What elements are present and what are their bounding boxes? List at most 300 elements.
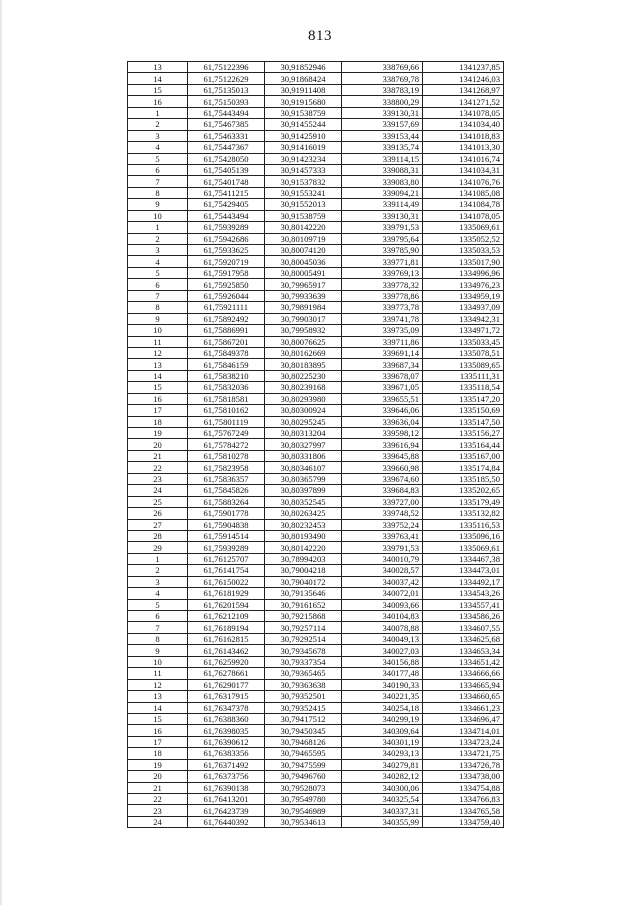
coord-y-cell: 1341034,40 — [423, 119, 504, 130]
point-number-cell: 18 — [128, 748, 188, 759]
point-number-cell: 26 — [128, 508, 188, 519]
point-number-cell: 8 — [128, 302, 188, 313]
point-number-cell: 2 — [128, 565, 188, 576]
point-number-cell: 13 — [128, 62, 188, 73]
latitude-cell: 61,76390138 — [188, 782, 265, 793]
point-number-cell: 15 — [128, 84, 188, 95]
longitude-cell: 30,79161652 — [265, 599, 342, 610]
coord-y-cell: 1334625,68 — [423, 633, 504, 644]
coord-y-cell: 1334557,41 — [423, 599, 504, 610]
point-number-cell: 1 — [128, 553, 188, 564]
coord-x-cell: 340221,35 — [342, 691, 423, 702]
longitude-cell: 30,79475599 — [265, 759, 342, 770]
table-row — [128, 599, 504, 610]
table-row — [128, 771, 504, 782]
coord-x-cell: 339645,88 — [342, 450, 423, 461]
coord-x-cell: 340325,54 — [342, 794, 423, 805]
coord-x-cell: 340355,99 — [342, 816, 423, 827]
coord-y-cell: 1334971,72 — [423, 325, 504, 336]
table-row — [128, 622, 504, 633]
longitude-cell: 30,91911408 — [265, 84, 342, 95]
longitude-cell: 30,91455244 — [265, 119, 342, 130]
longitude-cell: 30,79891984 — [265, 302, 342, 313]
coord-y-cell: 1341076,76 — [423, 176, 504, 187]
table-row — [128, 267, 504, 278]
latitude-cell: 61,75443494 — [188, 107, 265, 118]
coord-x-cell: 339646,06 — [342, 405, 423, 416]
latitude-cell: 61,76212109 — [188, 611, 265, 622]
table-row — [128, 462, 504, 473]
coord-x-cell: 340028,57 — [342, 565, 423, 576]
point-number-cell: 17 — [128, 405, 188, 416]
coord-x-cell: 339616,94 — [342, 439, 423, 450]
table-row — [128, 805, 504, 816]
latitude-cell: 61,75846159 — [188, 359, 265, 370]
latitude-cell: 61,76398035 — [188, 725, 265, 736]
table-row — [128, 142, 504, 153]
coord-y-cell: 1341034,31 — [423, 164, 504, 175]
table-row — [128, 290, 504, 301]
coord-y-cell: 1334696,47 — [423, 713, 504, 724]
coord-y-cell: 1341237,85 — [423, 62, 504, 73]
latitude-cell: 61,75926044 — [188, 290, 265, 301]
longitude-cell: 30,79363638 — [265, 679, 342, 690]
latitude-cell: 61,75801119 — [188, 416, 265, 427]
latitude-cell: 61,76189194 — [188, 622, 265, 633]
table-row — [128, 679, 504, 690]
coord-x-cell: 340037,42 — [342, 576, 423, 587]
latitude-cell: 61,76423739 — [188, 805, 265, 816]
longitude-cell: 30,80352545 — [265, 496, 342, 507]
table-row — [128, 736, 504, 747]
coord-x-cell: 340337,31 — [342, 805, 423, 816]
table-row — [128, 336, 504, 347]
coord-y-cell: 1335179,49 — [423, 496, 504, 507]
coord-x-cell: 339778,32 — [342, 279, 423, 290]
table-row — [128, 153, 504, 164]
point-number-cell: 11 — [128, 668, 188, 679]
latitude-cell: 61,76388360 — [188, 713, 265, 724]
latitude-cell: 61,75401748 — [188, 176, 265, 187]
point-number-cell: 13 — [128, 359, 188, 370]
coord-y-cell: 1334660,65 — [423, 691, 504, 702]
latitude-cell: 61,76390612 — [188, 736, 265, 747]
longitude-cell: 30,79534613 — [265, 816, 342, 827]
table-row — [128, 450, 504, 461]
coord-x-cell: 340293,13 — [342, 748, 423, 759]
longitude-cell: 30,91538759 — [265, 107, 342, 118]
longitude-cell: 30,79135646 — [265, 588, 342, 599]
longitude-cell: 30,80076625 — [265, 336, 342, 347]
latitude-cell: 61,76143462 — [188, 645, 265, 656]
latitude-cell: 61,75933625 — [188, 245, 265, 256]
coord-y-cell: 1334651,42 — [423, 656, 504, 667]
coord-x-cell: 339711,86 — [342, 336, 423, 347]
point-number-cell: 14 — [128, 370, 188, 381]
coord-y-cell: 1335052,52 — [423, 233, 504, 244]
latitude-cell: 61,75411215 — [188, 187, 265, 198]
table-row — [128, 325, 504, 336]
longitude-cell: 30,79468126 — [265, 736, 342, 747]
latitude-cell: 61,76259920 — [188, 656, 265, 667]
coord-x-cell: 340301,19 — [342, 736, 423, 747]
point-number-cell: 2 — [128, 119, 188, 130]
longitude-cell: 30,91537832 — [265, 176, 342, 187]
coord-x-cell: 340104,83 — [342, 611, 423, 622]
coord-y-cell: 1335150,69 — [423, 405, 504, 416]
scan-edge — [0, 0, 2, 905]
latitude-cell: 61,75942686 — [188, 233, 265, 244]
table-row — [128, 759, 504, 770]
longitude-cell: 30,80365799 — [265, 473, 342, 484]
coord-y-cell: 1334976,23 — [423, 279, 504, 290]
longitude-cell: 30,79352501 — [265, 691, 342, 702]
coord-x-cell: 339778,86 — [342, 290, 423, 301]
coord-y-cell: 1334937,09 — [423, 302, 504, 313]
coord-y-cell: 1334543,26 — [423, 588, 504, 599]
coord-x-cell: 339771,81 — [342, 256, 423, 267]
coord-x-cell: 339130,31 — [342, 107, 423, 118]
longitude-cell: 30,80074120 — [265, 245, 342, 256]
coord-y-cell: 1341018,83 — [423, 130, 504, 141]
table-row — [128, 416, 504, 427]
coord-y-cell: 1334738,00 — [423, 771, 504, 782]
point-number-cell: 1 — [128, 107, 188, 118]
latitude-cell: 61,75428050 — [188, 153, 265, 164]
point-number-cell: 1 — [128, 222, 188, 233]
coord-y-cell: 1334607,55 — [423, 622, 504, 633]
coord-x-cell: 339671,05 — [342, 382, 423, 393]
point-number-cell: 9 — [128, 199, 188, 210]
longitude-cell: 30,80232453 — [265, 519, 342, 530]
coord-x-cell: 340049,13 — [342, 633, 423, 644]
coord-y-cell: 1334665,94 — [423, 679, 504, 690]
longitude-cell: 30,79450345 — [265, 725, 342, 736]
point-number-cell: 20 — [128, 771, 188, 782]
coord-x-cell: 340254,18 — [342, 702, 423, 713]
latitude-cell: 61,75838210 — [188, 370, 265, 381]
coord-y-cell: 1335156,27 — [423, 428, 504, 439]
point-number-cell: 16 — [128, 96, 188, 107]
table-row — [128, 794, 504, 805]
latitude-cell: 61,75883264 — [188, 496, 265, 507]
coord-x-cell: 339674,60 — [342, 473, 423, 484]
latitude-cell: 61,75904838 — [188, 519, 265, 530]
point-number-cell: 23 — [128, 805, 188, 816]
coord-x-cell: 339114,15 — [342, 153, 423, 164]
point-number-cell: 25 — [128, 496, 188, 507]
latitude-cell: 61,76201594 — [188, 599, 265, 610]
latitude-cell: 61,76317915 — [188, 691, 265, 702]
point-number-cell: 2 — [128, 233, 188, 244]
coord-x-cell: 340027,03 — [342, 645, 423, 656]
latitude-cell: 61,75823958 — [188, 462, 265, 473]
latitude-cell: 61,75463331 — [188, 130, 265, 141]
table-row — [128, 382, 504, 393]
point-number-cell: 14 — [128, 702, 188, 713]
latitude-cell: 61,76413201 — [188, 794, 265, 805]
longitude-cell: 30,80225230 — [265, 370, 342, 381]
longitude-cell: 30,78994203 — [265, 553, 342, 564]
coord-y-cell: 1335111,31 — [423, 370, 504, 381]
point-number-cell: 5 — [128, 153, 188, 164]
coord-y-cell: 1334759,40 — [423, 816, 504, 827]
point-number-cell: 29 — [128, 542, 188, 553]
latitude-cell: 61,75832036 — [188, 382, 265, 393]
latitude-cell: 61,76383356 — [188, 748, 265, 759]
longitude-cell: 30,79337354 — [265, 656, 342, 667]
latitude-cell: 61,75122629 — [188, 73, 265, 84]
latitude-cell: 61,75939289 — [188, 542, 265, 553]
coord-x-cell: 339727,00 — [342, 496, 423, 507]
longitude-cell: 30,80331806 — [265, 450, 342, 461]
coord-x-cell: 340078,88 — [342, 622, 423, 633]
longitude-cell: 30,91553241 — [265, 187, 342, 198]
longitude-cell: 30,91425910 — [265, 130, 342, 141]
longitude-cell: 30,91538759 — [265, 210, 342, 221]
point-number-cell: 10 — [128, 656, 188, 667]
point-number-cell: 12 — [128, 679, 188, 690]
coord-y-cell: 1341271,52 — [423, 96, 504, 107]
table-row — [128, 279, 504, 290]
latitude-cell: 61,75122396 — [188, 62, 265, 73]
table-row — [128, 393, 504, 404]
point-number-cell: 12 — [128, 347, 188, 358]
point-number-cell: 5 — [128, 599, 188, 610]
longitude-cell: 30,80397899 — [265, 485, 342, 496]
longitude-cell: 30,80263425 — [265, 508, 342, 519]
latitude-cell: 61,76347378 — [188, 702, 265, 713]
longitude-cell: 30,79528073 — [265, 782, 342, 793]
table-row — [128, 302, 504, 313]
coord-x-cell: 339114,49 — [342, 199, 423, 210]
table-row — [128, 405, 504, 416]
table-row — [128, 347, 504, 358]
table-row — [128, 496, 504, 507]
coord-y-cell: 1335174,84 — [423, 462, 504, 473]
longitude-cell: 30,79546989 — [265, 805, 342, 816]
table-row — [128, 542, 504, 553]
point-number-cell: 7 — [128, 622, 188, 633]
coord-y-cell: 1334996,96 — [423, 267, 504, 278]
longitude-cell: 30,79933639 — [265, 290, 342, 301]
point-number-cell: 18 — [128, 416, 188, 427]
latitude-cell: 61,75784272 — [188, 439, 265, 450]
table-row — [128, 485, 504, 496]
coord-y-cell: 1334661,23 — [423, 702, 504, 713]
coord-x-cell: 340072,01 — [342, 588, 423, 599]
coord-x-cell: 339636,04 — [342, 416, 423, 427]
latitude-cell: 61,75925850 — [188, 279, 265, 290]
latitude-cell: 61,76373756 — [188, 771, 265, 782]
longitude-cell: 30,80162669 — [265, 347, 342, 358]
coord-y-cell: 1334766,83 — [423, 794, 504, 805]
table-row — [128, 611, 504, 622]
table-row — [128, 508, 504, 519]
table-row — [128, 473, 504, 484]
point-number-cell: 4 — [128, 256, 188, 267]
coord-y-cell: 1334754,88 — [423, 782, 504, 793]
latitude-cell: 61,76290177 — [188, 679, 265, 690]
table-row — [128, 656, 504, 667]
longitude-cell: 30,80045036 — [265, 256, 342, 267]
latitude-cell: 61,76150022 — [188, 576, 265, 587]
point-number-cell: 15 — [128, 713, 188, 724]
coord-x-cell: 338800,29 — [342, 96, 423, 107]
point-number-cell: 16 — [128, 725, 188, 736]
latitude-cell: 61,75917958 — [188, 267, 265, 278]
coord-x-cell: 340300,06 — [342, 782, 423, 793]
point-number-cell: 10 — [128, 325, 188, 336]
table-row — [128, 748, 504, 759]
table-row — [128, 107, 504, 118]
coord-y-cell: 1335096,16 — [423, 530, 504, 541]
longitude-cell: 30,79903017 — [265, 313, 342, 324]
coord-x-cell: 339088,31 — [342, 164, 423, 175]
coord-x-cell: 339684,83 — [342, 485, 423, 496]
longitude-cell: 30,79257114 — [265, 622, 342, 633]
longitude-cell: 30,80193490 — [265, 530, 342, 541]
coord-x-cell: 339660,98 — [342, 462, 423, 473]
point-number-cell: 6 — [128, 611, 188, 622]
latitude-cell: 61,75901778 — [188, 508, 265, 519]
latitude-cell: 61,75886991 — [188, 325, 265, 336]
coord-y-cell: 1334473,01 — [423, 565, 504, 576]
coord-x-cell: 339691,14 — [342, 347, 423, 358]
coord-x-cell: 339678,07 — [342, 370, 423, 381]
latitude-cell: 61,75767249 — [188, 428, 265, 439]
latitude-cell: 61,75914514 — [188, 530, 265, 541]
coord-x-cell: 339157,69 — [342, 119, 423, 130]
coord-x-cell: 339598,12 — [342, 428, 423, 439]
table-row — [128, 176, 504, 187]
coord-x-cell: 340190,33 — [342, 679, 423, 690]
point-number-cell: 14 — [128, 73, 188, 84]
coord-x-cell: 339791,53 — [342, 542, 423, 553]
coord-y-cell: 1335033,53 — [423, 245, 504, 256]
coord-x-cell: 339130,31 — [342, 210, 423, 221]
point-number-cell: 7 — [128, 290, 188, 301]
point-number-cell: 7 — [128, 176, 188, 187]
table-row — [128, 73, 504, 84]
coord-y-cell: 1334492,17 — [423, 576, 504, 587]
point-number-cell: 3 — [128, 245, 188, 256]
point-number-cell: 28 — [128, 530, 188, 541]
coord-y-cell: 1335078,51 — [423, 347, 504, 358]
coord-y-cell: 1335164,44 — [423, 439, 504, 450]
table-row — [128, 519, 504, 530]
coord-y-cell: 1335167,00 — [423, 450, 504, 461]
longitude-cell: 30,80239168 — [265, 382, 342, 393]
longitude-cell: 30,79417512 — [265, 713, 342, 724]
longitude-cell: 30,79292514 — [265, 633, 342, 644]
coord-y-cell: 1341268,97 — [423, 84, 504, 95]
table-row — [128, 84, 504, 95]
table-row — [128, 96, 504, 107]
coord-x-cell: 339655,51 — [342, 393, 423, 404]
coord-x-cell: 339135,74 — [342, 142, 423, 153]
table-row — [128, 668, 504, 679]
longitude-cell: 30,79352415 — [265, 702, 342, 713]
coord-y-cell: 1341084,78 — [423, 199, 504, 210]
latitude-cell: 61,75939289 — [188, 222, 265, 233]
coord-y-cell: 1335069,61 — [423, 542, 504, 553]
point-number-cell: 6 — [128, 164, 188, 175]
coord-y-cell: 1335089,65 — [423, 359, 504, 370]
coord-y-cell: 1341085,08 — [423, 187, 504, 198]
coord-y-cell: 1341078,05 — [423, 107, 504, 118]
coord-y-cell: 1334653,34 — [423, 645, 504, 656]
latitude-cell: 61,75849378 — [188, 347, 265, 358]
point-number-cell: 8 — [128, 633, 188, 644]
table-row — [128, 164, 504, 175]
table-row — [128, 565, 504, 576]
latitude-cell: 61,75467385 — [188, 119, 265, 130]
coord-y-cell: 1335069,61 — [423, 222, 504, 233]
coord-x-cell: 340177,48 — [342, 668, 423, 679]
coord-x-cell: 339769,13 — [342, 267, 423, 278]
latitude-cell: 61,75920719 — [188, 256, 265, 267]
coord-x-cell: 339791,53 — [342, 222, 423, 233]
point-number-cell: 10 — [128, 210, 188, 221]
longitude-cell: 30,80005491 — [265, 267, 342, 278]
coord-x-cell: 340010,79 — [342, 553, 423, 564]
table-row — [128, 187, 504, 198]
longitude-cell: 30,79465595 — [265, 748, 342, 759]
coord-x-cell: 340156,88 — [342, 656, 423, 667]
coord-x-cell: 339795,64 — [342, 233, 423, 244]
table-row — [128, 370, 504, 381]
coord-x-cell: 338769,66 — [342, 62, 423, 73]
coord-x-cell: 338783,19 — [342, 84, 423, 95]
table-row — [128, 691, 504, 702]
latitude-cell: 61,75447367 — [188, 142, 265, 153]
point-number-cell: 4 — [128, 588, 188, 599]
longitude-cell: 30,80142220 — [265, 222, 342, 233]
latitude-cell: 61,75892492 — [188, 313, 265, 324]
coord-y-cell: 1334942,31 — [423, 313, 504, 324]
coord-x-cell: 339763,41 — [342, 530, 423, 541]
coord-x-cell: 339773,78 — [342, 302, 423, 313]
coord-y-cell: 1335132,82 — [423, 508, 504, 519]
table-row — [128, 439, 504, 450]
point-number-cell: 27 — [128, 519, 188, 530]
point-number-cell: 21 — [128, 782, 188, 793]
point-number-cell: 9 — [128, 645, 188, 656]
coord-x-cell: 339752,24 — [342, 519, 423, 530]
point-number-cell: 19 — [128, 428, 188, 439]
coord-x-cell: 340282,12 — [342, 771, 423, 782]
latitude-cell: 61,75135013 — [188, 84, 265, 95]
longitude-cell: 30,91416019 — [265, 142, 342, 153]
table-row — [128, 816, 504, 827]
coord-y-cell: 1335017,90 — [423, 256, 504, 267]
coord-y-cell: 1334726,78 — [423, 759, 504, 770]
latitude-cell: 61,75150393 — [188, 96, 265, 107]
page-number: 813 — [308, 28, 332, 44]
latitude-cell: 61,76371492 — [188, 759, 265, 770]
coord-x-cell: 339083,80 — [342, 176, 423, 187]
coord-y-cell: 1334721,75 — [423, 748, 504, 759]
latitude-cell: 61,75443494 — [188, 210, 265, 221]
table-row — [128, 702, 504, 713]
table-row — [128, 119, 504, 130]
coord-y-cell: 1334714,01 — [423, 725, 504, 736]
table-row — [128, 553, 504, 564]
coord-y-cell: 1334467,38 — [423, 553, 504, 564]
latitude-cell: 61,75429405 — [188, 199, 265, 210]
latitude-cell: 61,75405139 — [188, 164, 265, 175]
